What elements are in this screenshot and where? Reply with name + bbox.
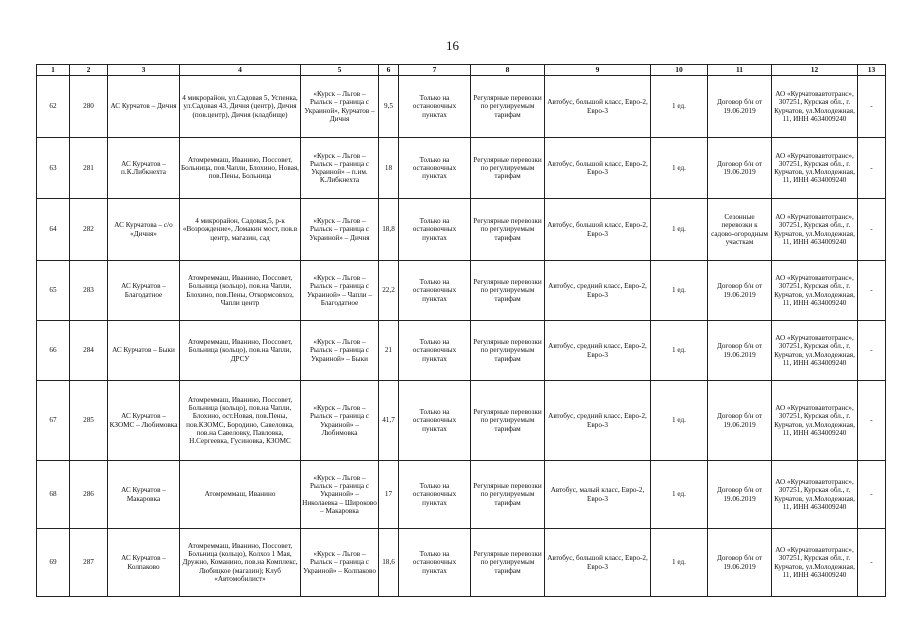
column-header: 1: [37, 65, 70, 76]
streets-cell: «Курск – Льгов – Рыльск – граница с Украиной», Курчатов – Дичня: [301, 76, 379, 138]
route-number-cell: 284: [70, 321, 108, 381]
stops-cell: Атомреммаш, Иванино: [180, 461, 301, 529]
table-row: [37, 381, 886, 461]
length-cell: 17: [379, 461, 399, 529]
length-cell: 21: [379, 321, 399, 381]
streets-cell: «Курск – Льгов – Рыльск – граница с Украиной» – Чапли – Благодатное: [301, 261, 379, 321]
length-cell: 18: [379, 138, 399, 199]
table-header: [37, 65, 886, 76]
column-header: 4: [180, 65, 301, 76]
vehicle-class-cell: Автобус, большой класс, Евро-2, Евро-3: [545, 76, 651, 138]
streets-cell: «Курск – Льгов – Рыльск – граница с Украиной» – п.им. К.Либкнехта: [301, 138, 379, 199]
transport-type-cell: Регулярные перевозки по регулируемым тарифам: [471, 199, 545, 261]
row-number-cell: 68: [37, 461, 70, 529]
transport-type-cell: Регулярные перевозки по регулируемым тарифам: [471, 76, 545, 138]
route-name-cell: АС Курчатов – КЗОМС – Любимовка: [108, 381, 180, 461]
table-row: [37, 261, 886, 321]
notes-cell: -: [858, 529, 886, 597]
column-header: 3: [108, 65, 180, 76]
row-number-cell: 62: [37, 76, 70, 138]
stops-cell: 4 микрорайон, ул.Садовая 5, Успенка, ул.Садовая 43, Дичня (центр), Дичня (пов.центр), Дичня (кладбище): [180, 76, 301, 138]
vehicle-count-cell: 1 ед.: [651, 381, 708, 461]
column-header: 6: [379, 65, 399, 76]
vehicle-count-cell: 1 ед.: [651, 461, 708, 529]
carrier-cell: АО «Курчатовавтотранс», 307251, Курская обл., г. Курчатов, ул.Молодежная, 11, ИНН 4634009240: [772, 199, 858, 261]
transport-type-cell: Регулярные перевозки по регулируемым тарифам: [471, 261, 545, 321]
streets-cell: «Курск – Льгов – Рыльск – граница с Украиной» – Любимовка: [301, 381, 379, 461]
streets-cell: «Курск – Льгов – Рыльск – граница с Украиной» – Быки: [301, 321, 379, 381]
boarding-order-cell: Только на остановочных пунктах: [399, 321, 471, 381]
carrier-cell: АО «Курчатовавтотранс», 307251, Курская обл., г. Курчатов, ул.Молодежная, 11, ИНН 4634009240: [772, 321, 858, 381]
notes-cell: -: [858, 381, 886, 461]
streets-cell: «Курск – Льгов – Рыльск – граница с Украиной» – Колпаково: [301, 529, 379, 597]
table-body: [37, 76, 886, 597]
notes-cell: -: [858, 261, 886, 321]
vehicle-class-cell: Автобус, большой класс, Евро-2, Евро-3: [545, 529, 651, 597]
transport-type-cell: Регулярные перевозки по регулируемым тарифам: [471, 321, 545, 381]
vehicle-class-cell: Автобус, средний класс, Евро-2, Евро-3: [545, 381, 651, 461]
table-row: [37, 321, 886, 381]
vehicle-count-cell: 1 ед.: [651, 529, 708, 597]
row-number-cell: 65: [37, 261, 70, 321]
vehicle-class-cell: Автобус, большой класс, Евро-2, Евро-3: [545, 138, 651, 199]
length-cell: 18,8: [379, 199, 399, 261]
stops-cell: Атомреммаш, Иванино, Поссовет, Больница (кольцо), Колхоз 1 Мая, Дружно, Команино, пов.на Комплекс, Любицкое (магазин); Клуб «Автомобилист»: [180, 529, 301, 597]
boarding-order-cell: Только на остановочных пунктах: [399, 199, 471, 261]
vehicle-count-cell: 1 ед.: [651, 199, 708, 261]
vehicle-class-cell: Автобус, малый класс, Евро-2, Евро-3: [545, 461, 651, 529]
carrier-cell: АО «Курчатовавтотранс», 307251, Курская обл., г. Курчатов, ул.Молодежная, 11, ИНН 4634009240: [772, 529, 858, 597]
boarding-order-cell: Только на остановочных пунктах: [399, 529, 471, 597]
length-cell: 18,6: [379, 529, 399, 597]
vehicle-count-cell: 1 ед.: [651, 76, 708, 138]
notes-cell: -: [858, 138, 886, 199]
vehicle-class-cell: Автобус, большой класс, Евро-2, Евро-3: [545, 199, 651, 261]
notes-cell: -: [858, 321, 886, 381]
column-header: 13: [858, 65, 886, 76]
row-number-cell: 69: [37, 529, 70, 597]
row-number-cell: 67: [37, 381, 70, 461]
route-name-cell: АС Курчатов – Колпаково: [108, 529, 180, 597]
route-name-cell: АС Курчатов – Быки: [108, 321, 180, 381]
column-header: 11: [708, 65, 772, 76]
row-number-cell: 66: [37, 321, 70, 381]
route-name-cell: АС Курчатов – п.К.Либкнехта: [108, 138, 180, 199]
carrier-cell: АО «Курчатовавтотранс», 307251, Курская обл., г. Курчатов, ул.Молодежная, 11, ИНН 4634009240: [772, 461, 858, 529]
column-header: 10: [651, 65, 708, 76]
route-number-cell: 281: [70, 138, 108, 199]
carrier-cell: АО «Курчатовавтотранс», 307251, Курская обл., г. Курчатов, ул.Молодежная, 11, ИНН 4634009240: [772, 138, 858, 199]
streets-cell: «Курск – Льгов – Рыльск – граница с Украиной» – Николаевка – Широково – Макаровка: [301, 461, 379, 529]
row-number-cell: 64: [37, 199, 70, 261]
contract-cell: Договор б/н от 19.06.2019: [708, 76, 772, 138]
table-row: [37, 461, 886, 529]
contract-cell: Договор б/н от 19.06.2019: [708, 321, 772, 381]
column-header: 12: [772, 65, 858, 76]
contract-cell: Договор б/н от 19.06.2019: [708, 461, 772, 529]
notes-cell: -: [858, 461, 886, 529]
boarding-order-cell: Только на остановочных пунктах: [399, 138, 471, 199]
boarding-order-cell: Только на остановочных пунктах: [399, 381, 471, 461]
column-header: 5: [301, 65, 379, 76]
boarding-order-cell: Только на остановочных пунктах: [399, 261, 471, 321]
route-name-cell: АС Курчатова – с/о «Дичня»: [108, 199, 180, 261]
transport-type-cell: Регулярные перевозки по регулируемым тарифам: [471, 461, 545, 529]
stops-cell: Атомреммаш, Иванино, Поссовет, Больница, пов.Чапли, Блохино, Новая, пов.Пены, Больница: [180, 138, 301, 199]
stops-cell: Атомреммаш, Иванино, Поссовет, Больница (кольцо), пов.на Чапли, ДРСУ: [180, 321, 301, 381]
stops-cell: 4 микрорайон, Садовая,5, р-к «Возрождение», Ломакин мост, пов.в центр, магазин, сад: [180, 199, 301, 261]
stops-cell: Атомреммаш, Иванино, Поссовет, Больница (кольцо), пов.на Чапли, Блохино, ост.Новая, пов.Пены, пов.КЗОМС, Бородино, Савеловка, пов.на Савеловку, Павловка, Н.Сергеевка, Гусиновка, КЗОМС: [180, 381, 301, 461]
table-row: [37, 199, 886, 261]
route-number-cell: 286: [70, 461, 108, 529]
route-number-cell: 280: [70, 76, 108, 138]
route-registry-table: [36, 64, 886, 597]
route-name-cell: АС Курчатов – Благодатное: [108, 261, 180, 321]
transport-type-cell: Регулярные перевозки по регулируемым тарифам: [471, 529, 545, 597]
table-row: [37, 138, 886, 199]
carrier-cell: АО «Курчатовавтотранс», 307251, Курская обл., г. Курчатов, ул.Молодежная, 11, ИНН 4634009240: [772, 381, 858, 461]
contract-cell: Договор б/н от 19.06.2019: [708, 138, 772, 199]
notes-cell: -: [858, 76, 886, 138]
carrier-cell: АО «Курчатовавтотранс», 307251, Курская обл., г. Курчатов, ул.Молодежная, 11, ИНН 4634009240: [772, 261, 858, 321]
boarding-order-cell: Только на остановочных пунктах: [399, 461, 471, 529]
route-number-cell: 287: [70, 529, 108, 597]
route-name-cell: АС Курчатов – Дичня: [108, 76, 180, 138]
vehicle-count-cell: 1 ед.: [651, 321, 708, 381]
streets-cell: «Курск – Льгов – Рыльск – граница с Украиной» – Дичня: [301, 199, 379, 261]
header-row: [37, 65, 886, 76]
boarding-order-cell: Только на остановочных пунктах: [399, 76, 471, 138]
length-cell: 41,7: [379, 381, 399, 461]
column-header: 8: [471, 65, 545, 76]
column-header: 9: [545, 65, 651, 76]
length-cell: 9,5: [379, 76, 399, 138]
carrier-cell: АО «Курчатовавтотранс», 307251, Курская обл., г. Курчатов, ул.Молодежная, 11, ИНН 4634009240: [772, 76, 858, 138]
contract-cell: Договор б/н от 19.06.2019: [708, 529, 772, 597]
vehicle-class-cell: Автобус, средний класс, Евро-2, Евро-3: [545, 261, 651, 321]
contract-cell: Договор б/н от 19.06.2019: [708, 261, 772, 321]
contract-cell: Сезонные перевозки к садово-огородным участкам: [708, 199, 772, 261]
table-row: [37, 76, 886, 138]
notes-cell: -: [858, 199, 886, 261]
route-number-cell: 285: [70, 381, 108, 461]
column-header: 2: [70, 65, 108, 76]
transport-type-cell: Регулярные перевозки по регулируемым тарифам: [471, 138, 545, 199]
table-row: [37, 529, 886, 597]
stops-cell: Атомреммаш, Иванино, Поссовет, Больница (кольцо), пов.на Чапли, Блохино, пов.Пены, Откормсовхоз, Чапли центр: [180, 261, 301, 321]
route-number-cell: 282: [70, 199, 108, 261]
length-cell: 22,2: [379, 261, 399, 321]
vehicle-count-cell: 1 ед.: [651, 138, 708, 199]
row-number-cell: 63: [37, 138, 70, 199]
route-name-cell: АС Курчатов – Макаровка: [108, 461, 180, 529]
vehicle-class-cell: Автобус, средний класс, Евро-2, Евро-3: [545, 321, 651, 381]
page-number: 16: [446, 38, 459, 53]
column-header: 7: [399, 65, 471, 76]
contract-cell: Договор б/н от 19.06.2019: [708, 381, 772, 461]
route-number-cell: 283: [70, 261, 108, 321]
transport-type-cell: Регулярные перевозки по регулируемым тарифам: [471, 381, 545, 461]
vehicle-count-cell: 1 ед.: [651, 261, 708, 321]
